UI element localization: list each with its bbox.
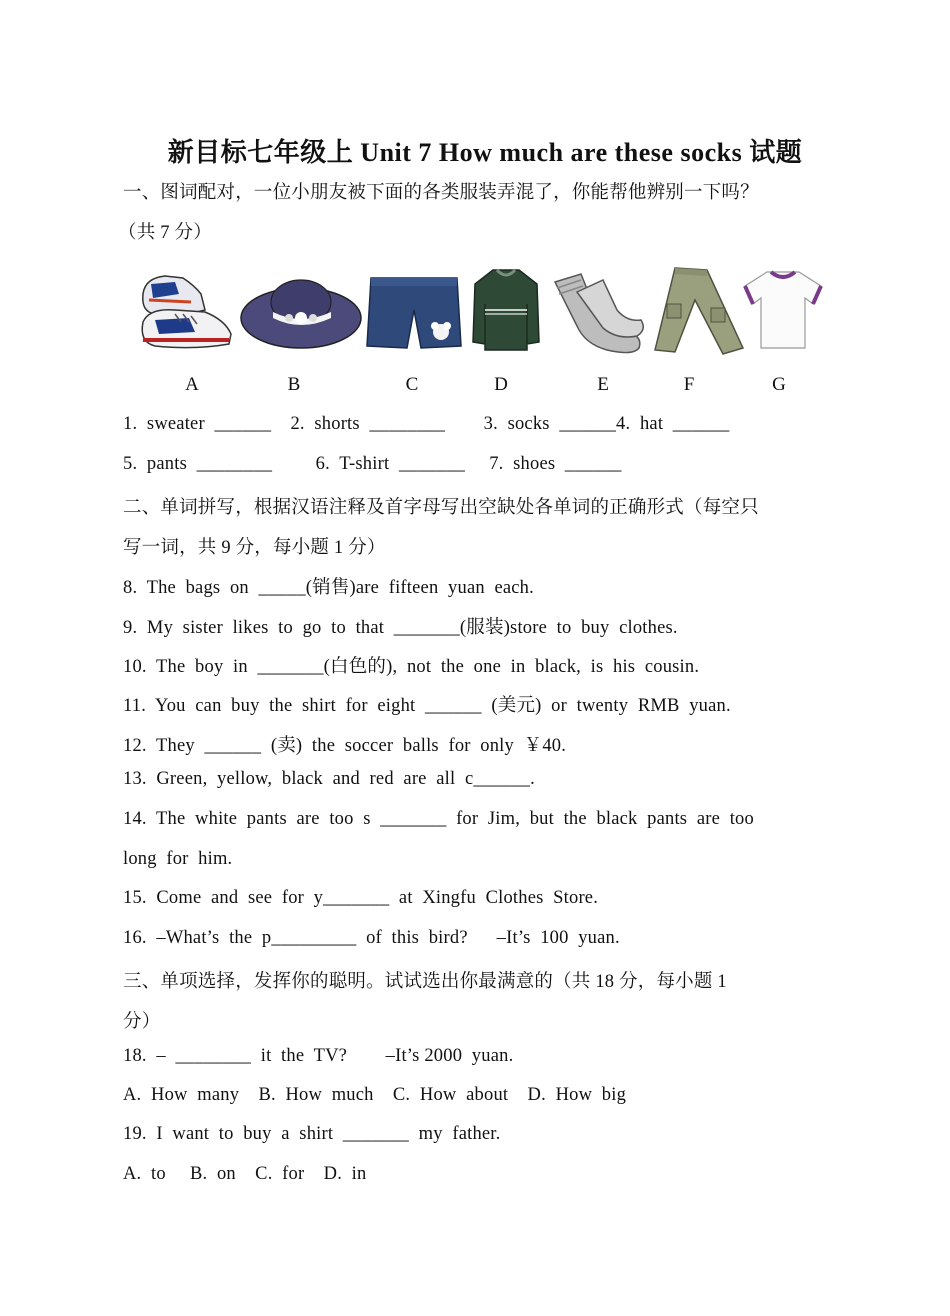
section1-heading: 一、图词配对，一位小朋友被下面的各类服装弄混了，你能帮他辨别一下吗？ [123, 183, 759, 203]
socks-icon [547, 270, 647, 356]
picture-label-e: E [597, 374, 609, 395]
shoes-icon [135, 264, 235, 356]
section3-heading-cont: 分） [123, 1012, 161, 1032]
section2-heading: 二、单词拼写，根据汉语注释及首字母写出空缺处各单词的正确形式（每空只 [123, 498, 759, 518]
question-16: 16. –What’s the p_________ of this bird? –It’s 100 yuan. [123, 928, 620, 948]
question-19-options: A. to B. on C. for D. in [123, 1164, 367, 1184]
question-11: 11. You can buy the shirt for eight ______ (美元) or twenty RMB yuan. [123, 696, 731, 716]
shorts-icon [365, 274, 463, 354]
section3-heading: 三、单项选择，发挥你的聪明。试试选出你最满意的（共 18 分，每小题 1 [123, 972, 727, 992]
question-13: 13. Green, yellow, black and red are all c______. [123, 769, 535, 789]
question-19: 19. I want to buy a shirt _______ my father. [123, 1124, 501, 1144]
section1-points: （共 7 分） [118, 223, 212, 243]
picture-label-b: B [287, 374, 301, 395]
matching-row-2: 5. pants ________ 6. T-shirt _______ 7. shoes ______ [123, 454, 622, 474]
picture-label-a: A [185, 374, 199, 395]
question-12: 12. They ______ (卖) the soccer balls for only ￥40. [123, 736, 567, 756]
question-9: 9. My sister likes to go to that _______(服装)store to buy clothes. [123, 618, 678, 638]
question-8: 8. The bags on _____(销售)are fifteen yuan each. [123, 578, 534, 598]
picture-label-c: C [405, 374, 419, 395]
question-10: 10. The boy in _______(白色的), not the one in black, is his cousin. [123, 657, 700, 677]
question-18: 18. – ________ it the TV? –It’s 2000 yuan. [123, 1046, 514, 1066]
question-18-options: A. How many B. How much C. How about D. How big [123, 1085, 627, 1105]
matching-row-1: 1. sweater ______ 2. shorts ________ 3. socks ______4. hat ______ [123, 414, 730, 434]
tshirt-icon [743, 268, 823, 352]
sweater-icon [471, 264, 541, 354]
picture-label-g: G [772, 374, 786, 395]
pants-icon [645, 264, 745, 356]
question-14-cont: long for him. [123, 849, 233, 869]
section2-heading-cont: 写一词，共 9 分，每小题 1 分） [123, 538, 386, 558]
picture-label-d: D [494, 374, 508, 395]
picture-label-f: F [683, 374, 695, 395]
page-title: 新目标七年级上 Unit 7 How much are these socks 试题 [167, 138, 803, 167]
question-14: 14. The white pants are too s _______ for Jim, but the black pants are too [123, 809, 754, 829]
question-15: 15. Come and see for y_______ at Xingfu Clothes Store. [123, 888, 599, 908]
hat-icon [239, 268, 363, 352]
